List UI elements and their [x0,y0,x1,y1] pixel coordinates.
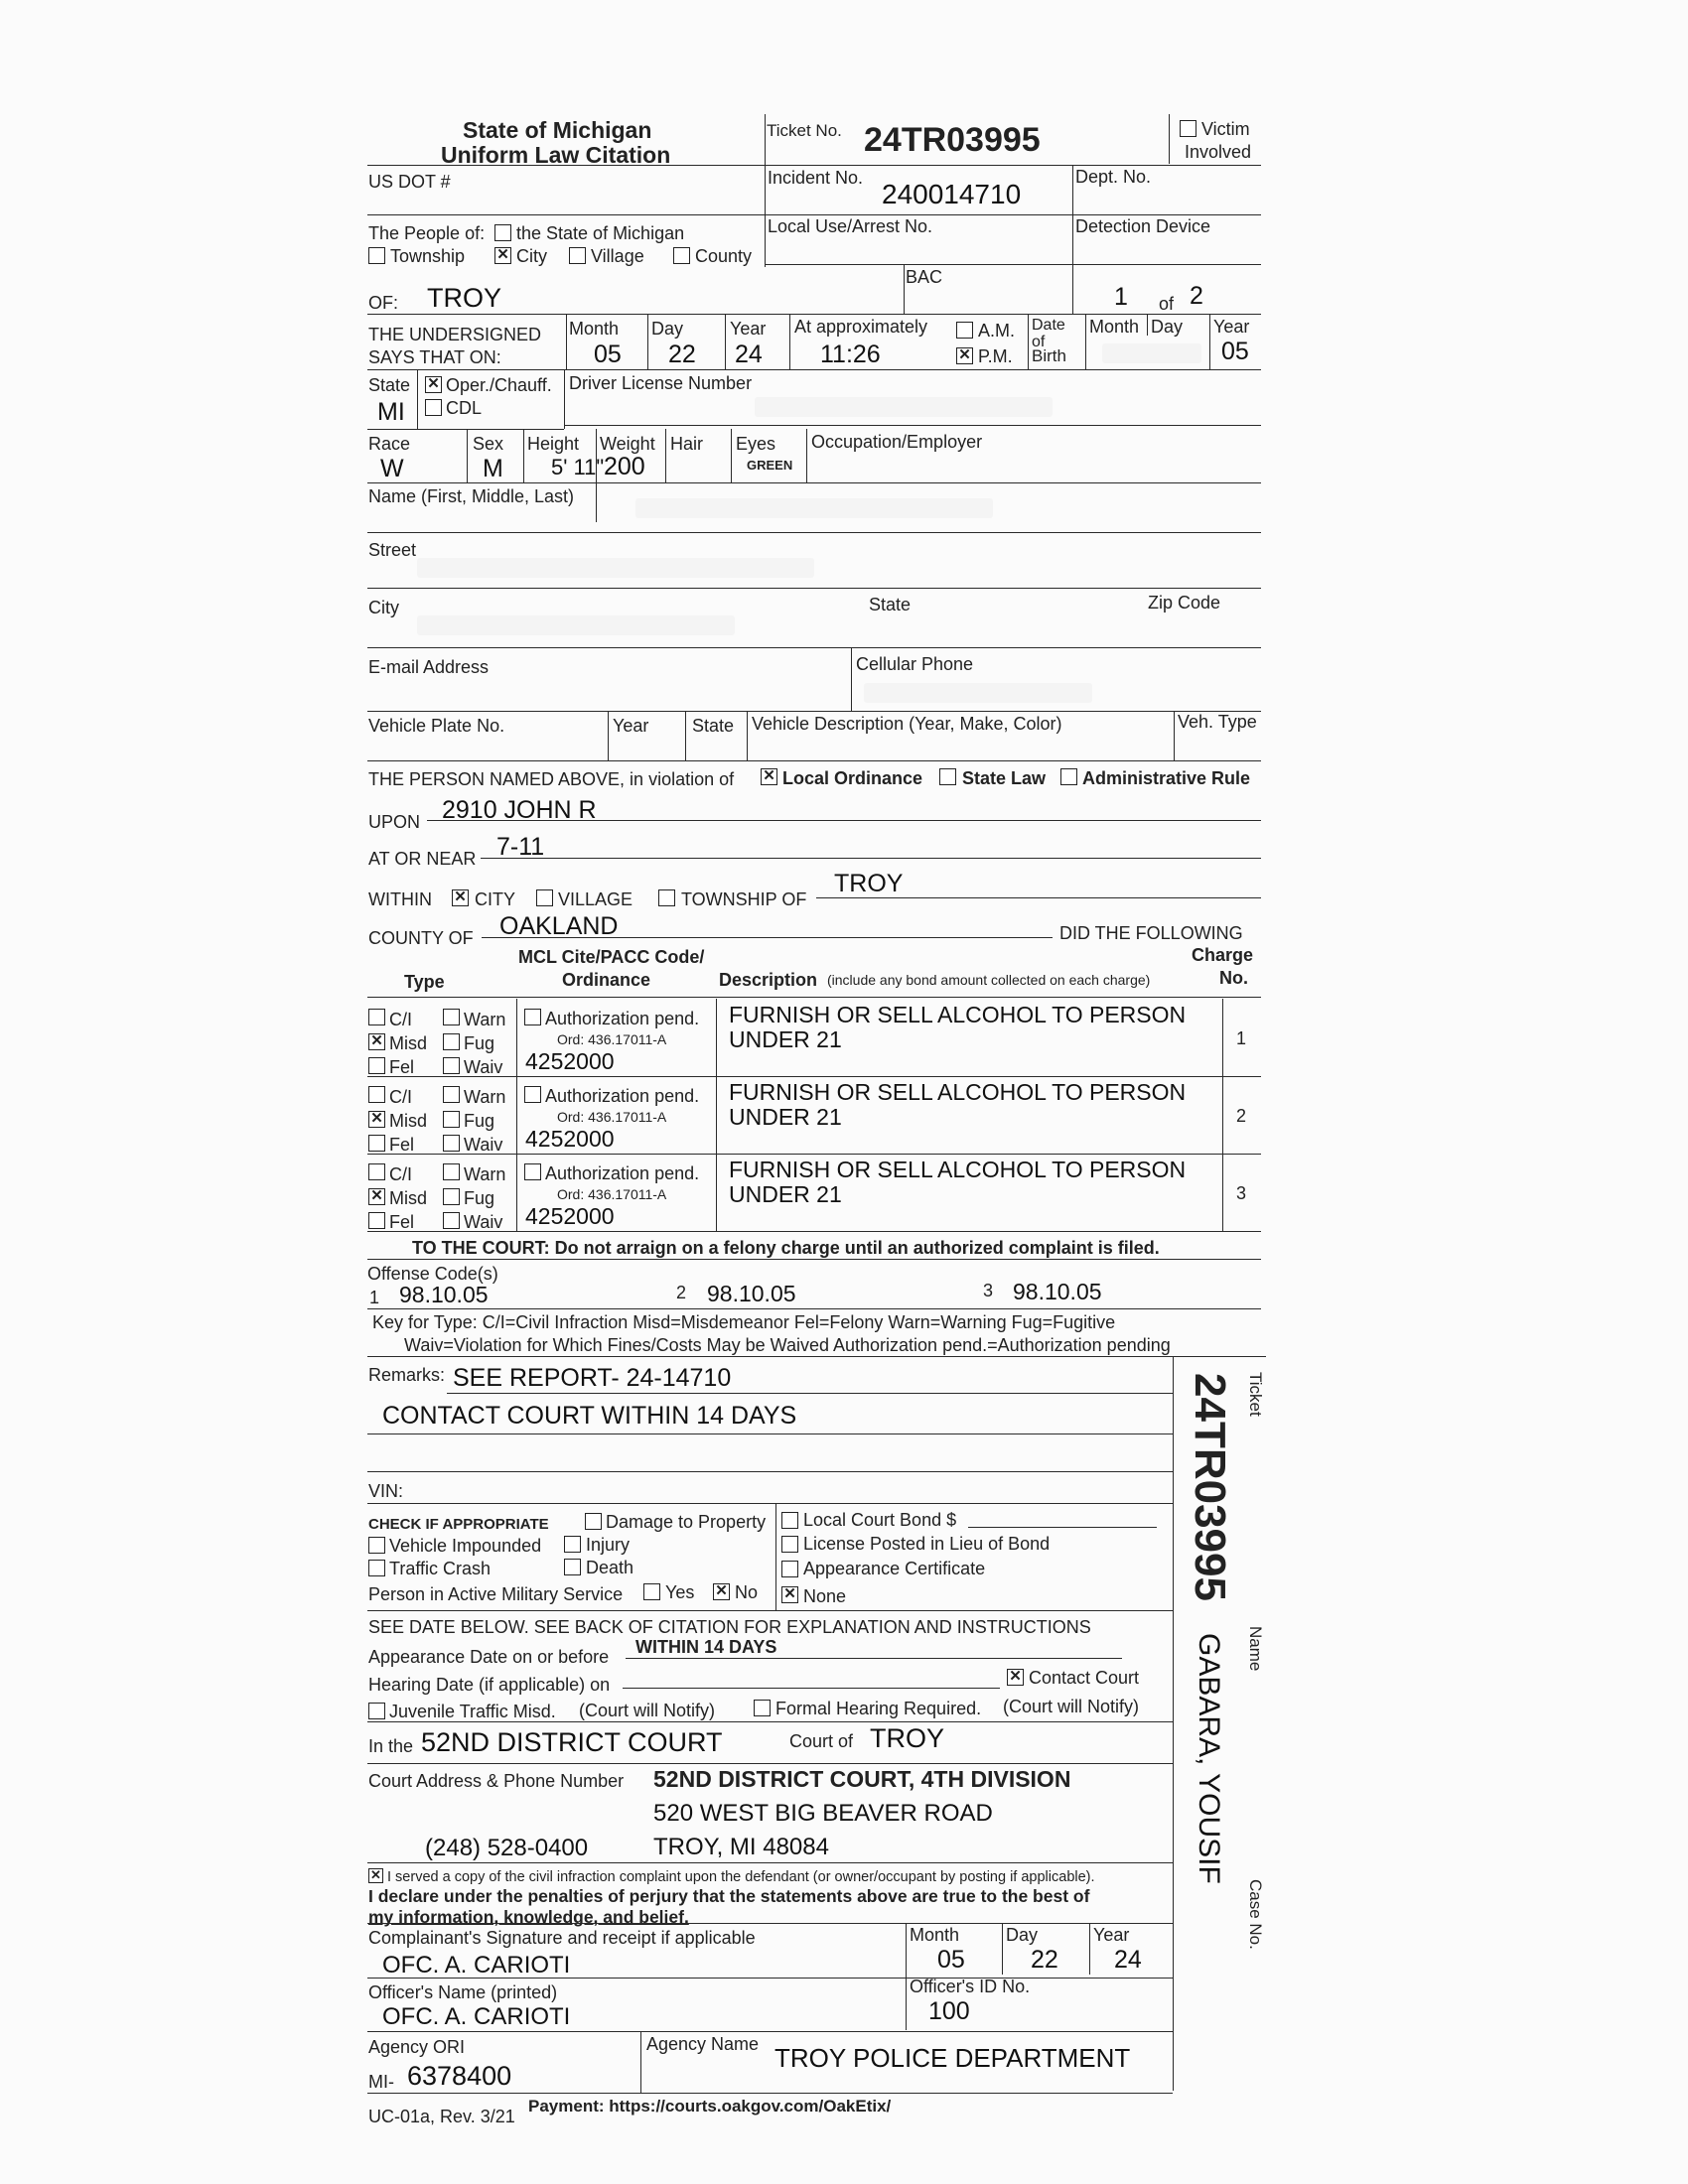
warn-checkbox[interactable] [443,1163,460,1180]
charge-code: 4252000 [525,1126,615,1152]
license-state: MI [377,398,405,426]
victim-checkbox[interactable] [1180,120,1196,137]
death-checkbox[interactable] [564,1559,581,1575]
fel-label: Fel [389,1135,415,1155]
auth-pend-checkbox[interactable] [524,1086,541,1103]
warn-label: Warn [464,1087,506,1107]
fug-label: Fug [464,1033,495,1053]
charge-number: 2 [1236,1106,1247,1126]
city-checkbox[interactable] [494,247,511,264]
court-address-3: TROY, MI 48084 [653,1834,829,1860]
license-posted-checkbox[interactable] [781,1536,798,1553]
damage-checkbox[interactable] [585,1513,602,1530]
ordinance: Ord: 436.17011-A [557,1109,667,1125]
crash-checkbox[interactable] [368,1560,385,1576]
redacted-dl [755,397,1053,417]
officer-id: 100 [928,1997,970,2025]
charge-divider [1222,1154,1223,1231]
charge-divider [516,999,517,1076]
charge-row-border [367,1231,1261,1232]
waiv-label: Waiv [464,1212,503,1232]
form-number: UC-01a, Rev. 3/21 [368,2107,515,2126]
auth-pend-checkbox[interactable] [524,1009,541,1025]
complainant-signature: OFC. A. CARIOTI [382,1952,571,1979]
charge-divider [1222,999,1223,1076]
charge-number: 1 [1236,1028,1247,1048]
offense-code-1: 98.10.05 [399,1282,489,1307]
officer-name: OFC. A. CARIOTI [382,2003,571,2030]
auth-pend-label: Authorization pend. [545,1163,700,1183]
waiv-label: Waiv [464,1135,503,1155]
military-yes-checkbox[interactable] [643,1583,660,1600]
offense-code-3: 98.10.05 [1013,1279,1102,1304]
stub-ticket-number: 24TR03995 [1186,1373,1234,1601]
county-checkbox[interactable] [673,247,690,264]
fug-label: Fug [464,1111,495,1131]
court-name: 52ND DISTRICT COURT [421,1727,723,1757]
redacted-dob [1102,343,1201,363]
sign-year: 24 [1114,1946,1142,1974]
formal-hearing-checkbox[interactable] [754,1700,771,1716]
charge-divider [516,1154,517,1231]
offense-day: 22 [668,341,696,368]
fug-label: Fug [464,1188,495,1208]
offense-month: 05 [594,341,622,368]
village-checkbox[interactable] [569,247,586,264]
agency-name: TROY POLICE DEPARTMENT [774,2043,1131,2073]
charge-code: 4252000 [525,1203,615,1229]
weight: 200 [604,453,645,480]
redacted-street [417,558,814,578]
ci-label: C/I [389,1010,413,1029]
stub-name: GABARA, YOUSIF [1193,1633,1225,1884]
ticket-number: 24TR03995 [864,121,1041,159]
appearance-cert-checkbox[interactable] [781,1561,798,1577]
agency-ori: 6378400 [407,2061,512,2091]
court-city: TROY [870,1723,945,1753]
charge-description-2: UNDER 21 [729,1181,842,1207]
waiv-checkbox[interactable] [443,1212,460,1229]
misd-checkbox[interactable] [368,1188,385,1205]
township-checkbox[interactable] [368,247,385,264]
misd-checkbox[interactable] [368,1033,385,1050]
redacted-phone [864,683,1092,703]
ci-checkbox[interactable] [368,1009,385,1025]
within-city-checkbox[interactable] [452,889,469,906]
charge-divider [716,1076,717,1154]
warn-checkbox[interactable] [443,1086,460,1103]
appearance-date: WITHIN 14 DAYS [635,1637,777,1657]
race: W [380,455,404,482]
sign-month: 05 [937,1946,965,1974]
fel-label: Fel [389,1212,415,1232]
court-note: TO THE COURT: Do not arraign on a felony charge until an authorized complaint is filed. [412,1238,1160,1258]
cdl-checkbox[interactable] [425,399,442,416]
sex: M [483,455,503,482]
offense-time: 11:26 [820,341,881,368]
waiv-checkbox[interactable] [443,1057,460,1074]
form-subtitle: Uniform Law Citation [441,142,671,168]
bond-checkbox[interactable] [781,1512,798,1529]
charge-number: 3 [1236,1183,1247,1203]
court-address-1: 52ND DISTRICT COURT, 4TH DIVISION [653,1766,1071,1792]
redacted-city [417,615,735,635]
ordinance: Ord: 436.17011-A [557,1186,667,1202]
charge-row-border [367,1076,1261,1077]
fel-checkbox[interactable] [368,1212,385,1229]
none-checkbox[interactable] [781,1586,798,1603]
fug-checkbox[interactable] [443,1111,460,1128]
local-ordinance-checkbox[interactable] [761,768,777,785]
within-township-checkbox[interactable] [658,889,675,906]
warn-label: Warn [464,1010,506,1029]
charge-description: FURNISH OR SELL ALCOHOL TO PERSON [729,1157,1187,1182]
fug-checkbox[interactable] [443,1188,460,1205]
charge-description-2: UNDER 21 [729,1104,842,1130]
fel-checkbox[interactable] [368,1135,385,1152]
usdot-label: US DOT # [368,172,451,192]
within-village-checkbox[interactable] [536,889,553,906]
charge-divider [716,999,717,1076]
juvenile-checkbox[interactable] [368,1703,385,1719]
ordinance: Ord: 436.17011-A [557,1031,667,1047]
fel-checkbox[interactable] [368,1057,385,1074]
served-checkbox[interactable] [368,1868,383,1883]
misd-label: Misd [389,1111,428,1131]
form-title: State of Michigan [463,117,652,143]
eyes: GREEN [747,458,793,473]
remarks-line-1: SEE REPORT- 24-14710 [453,1364,732,1392]
charge-description-2: UNDER 21 [729,1026,842,1052]
warn-checkbox[interactable] [443,1009,460,1025]
am-checkbox[interactable] [956,322,973,339]
charge-divider [1222,1076,1223,1154]
remarks-line-2: CONTACT COURT WITHIN 14 DAYS [382,1402,797,1430]
admin-rule-checkbox[interactable] [1060,768,1077,785]
offense-code-2: 98.10.05 [707,1281,796,1306]
county-value: OAKLAND [499,912,619,940]
height: 5' 11" [551,455,605,479]
charge-divider [516,1076,517,1154]
contact-court-checkbox[interactable] [1007,1669,1024,1686]
misd-checkbox[interactable] [368,1111,385,1128]
auth-pend-label: Authorization pend. [545,1086,700,1106]
court-phone: (248) 528-0400 [425,1835,589,1861]
incident-number: 240014710 [882,179,1022,209]
charge-description: FURNISH OR SELL ALCOHOL TO PERSON [729,1079,1187,1105]
waiv-checkbox[interactable] [443,1135,460,1152]
warn-label: Warn [464,1164,506,1184]
of-value: TROY [427,283,502,313]
ticket-label: Ticket No. [767,121,842,140]
near-location: 7-11 [496,833,545,861]
payment-url[interactable]: Payment: https://courts.oakgov.com/OakEtix/ [528,2097,892,2116]
fel-label: Fel [389,1057,415,1077]
dob-year: 05 [1221,338,1249,365]
misd-label: Misd [389,1033,428,1053]
upon-location: 2910 JOHN R [442,796,597,824]
charge-row-border [367,1154,1261,1155]
charge-divider [716,1154,717,1231]
waiv-label: Waiv [464,1057,503,1077]
misd-label: Misd [389,1188,428,1208]
pm-checkbox[interactable] [956,347,973,364]
ci-checkbox[interactable] [368,1086,385,1103]
military-no-checkbox[interactable] [713,1583,730,1600]
fug-checkbox[interactable] [443,1033,460,1050]
ci-label: C/I [389,1164,413,1184]
charge-description: FURNISH OR SELL ALCOHOL TO PERSON [729,1002,1187,1027]
auth-pend-label: Authorization pend. [545,1009,700,1028]
charge-code: 4252000 [525,1048,615,1074]
ci-checkbox[interactable] [368,1163,385,1180]
oper-checkbox[interactable] [425,376,442,393]
state-law-checkbox[interactable] [939,768,956,785]
ci-label: C/I [389,1087,413,1107]
state-of-mi-checkbox[interactable] [494,224,511,241]
court-address-2: 520 WEST BIG BEAVER ROAD [653,1800,993,1827]
sign-day: 22 [1031,1946,1058,1974]
offense-year: 24 [735,341,763,368]
redacted-name [635,498,993,518]
citation-page: State of Michigan Uniform Law Citation Ticket No. 24TR03995 Victim Involved US DOT # Incident No. 240014710 Dept. No. The People of: the State of Michigan Township ✕ City Village County Local Use/Arrest No. Detection Device BAC OF: TROY 1 of 2 THE UNDERSIGNED SAYS THAT ON: Month 05 Day 22 Year 24 At approximately 11:26 A.M. ✕ P.M. Date of Birth Month Day Year 05 State MI ✕ Oper./Chauff. CDL Driver License Number Race W Sex M Height 5' 11" Weight 200 Hair Eyes GREEN Occupation/Employer Name (First, Middle, Last) Street City State Zip Code E-mail Address Cellular Phone Vehicle Plate No. Year State Vehicle Description (Year, Make, Color) Veh. Type THE PERSON NAMED ABOVE, in violation of ✕ Local Ordinance State Law Administrative Rule UPON 2910 JOHN R AT OR NEAR 7-11 WITHIN ✕ CITY VILLAGE TOWNSHIP OF TROY COUNTY OF OAKLAND DID THE FOLLOWING MCL Cite/PACC Code/ Ordinance Type Description (include any bond amount collected on each charge) Charge No. C/I ✕ Misd Fel Warn Fug Waiv Authorization pend. Ord: 436.17011-A 4252000 FURNISH OR SELL ALCOHOL TO PERSON UNDER 21 1 C/I ✕ Misd Fel Warn Fug Waiv Authorization pend. Ord: 436.17011-A 4252000 FURNISH OR SELL ALCOHOL TO PERSON UNDER 21 2 C/I ✕ Misd Fel Warn Fug Waiv Authorization pend. Ord: 436.17011-A 4252000 FURNISH OR SELL ALCOHOL TO PERSON UNDER 21 3 TO THE COURT: Do not arraign on a felony charge until an authorized complaint is filed. Offense Code(s) 1 98.10.05 2 98.10.05 3 98.10.05 Key for Type: C/I=Civil Infraction Misd=Misdemeanor Fel=Felony Warn=Warning Fug=Fugitive Waiv=Violation for Which Fines/Costs May be Waived Authorization pend.=Authorization pending Remarks: SEE REPORT- 24-14710 CONTACT COURT WITHIN 14 DAYS VIN: CHECK IF APPROPRIATE Damage to Property Vehicle Impounded Injury Traffic Crash Death Person in Active Military Service Yes ✕ No Local Court Bond $ License Posted in Lieu of Bond Appearance Certificate ✕ None SEE DATE BELOW. SEE BACK OF CITATION FOR EXPLANATION AND INSTRUCTIONS Appearance Date on or before WITHIN 14 DAYS Hearing Date (if applicable) on ✕ Contact Court Juvenile Traffic Misd. (Court will Notify) Formal Hearing Required. (Court will Notify) In the 52ND DISTRICT COURT Court of TROY Court Address & Phone Number 52ND DISTRICT COURT, 4TH DIVISION 520 WEST BIG BEAVER ROAD TROY, MI 48084 (248) 528-0400 ✕ I served a copy of the civil infraction complaint upon the defendant (or owner/occupant by posting if applicable). I declare under the penalties of perjury that the statements above are true to the best of my information, knowledge, and belief. Complainant's Signature and receipt if applicable OFC. A. CARIOTI Month 05 Day 22 Year 24 Officer's Name (printed) OFC. A. CARIOTI Officer's ID No. 100 Agency ORI MI- 6378400 Agency Name TROY POLICE DEPARTMENT UC-01a, Rev. 3/21 Payment: https://courts.oakgov.com/OakEtix/ Ticket 24TR03995 Name GABARA, YOUSIF Case No. [0,0,1688,2184]
impounded-checkbox[interactable] [368,1537,385,1554]
injury-checkbox[interactable] [564,1536,581,1553]
township-value: TROY [834,870,904,897]
auth-pend-checkbox[interactable] [524,1163,541,1180]
